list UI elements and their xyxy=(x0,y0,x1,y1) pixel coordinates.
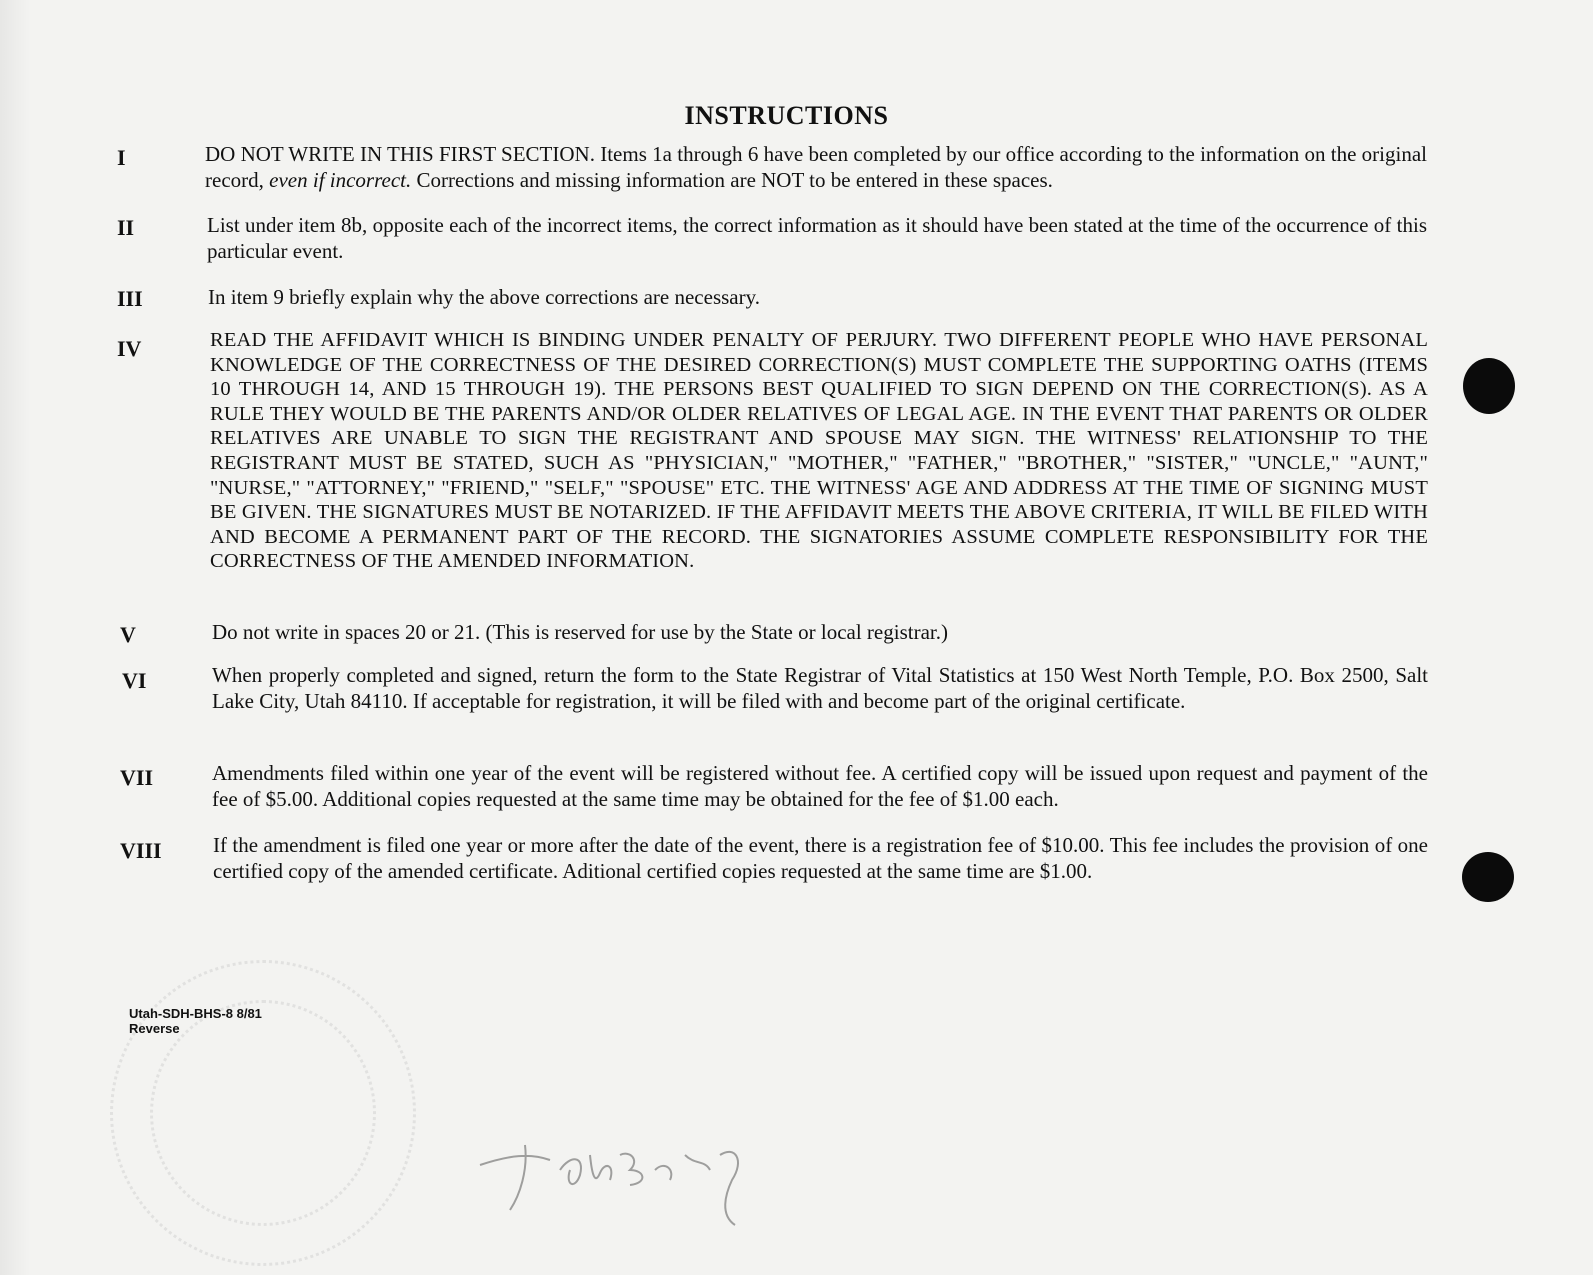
item-text: List under item 8b, opposite each of the incorrect items, the correct information as it should have been stated at the time of the occurrence of this particular event. xyxy=(207,213,1427,263)
item-text: In item 9 briefly explain why the above corrections are necessary. xyxy=(208,285,760,309)
item-numeral: III xyxy=(117,286,143,311)
bleed-through-marks xyxy=(375,55,384,93)
item-text: If the amendment is filed one year or more after the date of the event, there is a registration fee of $10.00. This fee includes the provision of one certified copy of the amended certificate. Aditional certified copies requested at the same time are $1.00. xyxy=(213,833,1428,883)
punch-hole-top xyxy=(1463,358,1515,414)
item-text: READ THE AFFIDAVIT WHICH IS BINDING UNDER PENALTY OF PERJURY. TWO DIFFERENT PEOPLE WHO HAVE PERSONAL KNOWLEDGE OF THE CORRECTNESS OF THE DESIRED CORRECTION(S) MUST COMPLETE THE SUPPORTING OATHS (ITEMS 10 THROUGH 14, AND 15 THROUGH 19). THE PERSONS BEST QUALIFIED TO SIGN DEPEND ON THE CORRECTION(S). AS A RULE THEY WOULD BE THE PARENTS AND/OR OLDER RELATIVES OF LEGAL AGE. IN THE EVENT THAT PARENTS OR OLDER RELATIVES ARE UNABLE TO SIGN THE REGISTRANT AND SPOUSE MAY SIGN. THE WITNESS' RELATIONSHIP TO THE REGISTRANT MUST BE STATED, SUCH AS "PHYSICIAN," "MOTHER," "FATHER," "BROTHER," "SISTER," "UNCLE," "AUNT," "NURSE," "ATTORNEY," "FRIEND," "SELF," "SPOUSE" ETC. THE WITNESS' AGE AND ADDRESS AT THE TIME OF SIGNING MUST BE GIVEN. THE SIGNATURES MUST BE NOTARIZED. IF THE AFFIDAVIT MEETS THE ABOVE CRITERIA, IT WILL BE FILED WITH AND BECOME A PERMANENT PART OF THE RECORD. THE SIGNATORIES ASSUME COMPLETE RESPONSIBILITY FOR THE CORRECTNESS OF THE AMENDED INFORMATION. xyxy=(210,329,1428,573)
item-text-italic: even if incorrect. xyxy=(269,168,412,192)
item-text xyxy=(205,141,1427,193)
item-numeral: IV xyxy=(117,336,142,361)
form-number: Utah-SDH-BHS-8 8/81 xyxy=(129,1006,262,1021)
form-identifier xyxy=(129,1006,262,1036)
item-numeral: II xyxy=(117,215,135,240)
item-text-main: DO NOT WRITE IN THIS FIRST SECTION. Items 1a through 6 have been completed by our office according to the information on the original record, xyxy=(205,142,1427,192)
item-numeral: VII xyxy=(120,765,154,790)
item-numeral: VIII xyxy=(120,838,162,863)
handwritten-signature xyxy=(470,1125,770,1235)
item-text: When properly completed and signed, return the form to the State Registrar of Vital Statistics at 150 West North Temple, P.O. Box 2500, Salt Lake City, Utah 84110. If acceptable for registration, it will be filed with and become part of the original certificate. xyxy=(212,663,1428,713)
punch-hole-bottom xyxy=(1462,852,1514,902)
item-numeral: I xyxy=(117,145,126,170)
item-text: Amendments filed within one year of the event will be registered without fee. A certified copy will be issued upon request and payment of the fee of $5.00. Additional copies requested at the same time may be obtained for the fee of $1.00 each. xyxy=(212,761,1428,811)
item-numeral: VI xyxy=(122,668,147,693)
page-title: INSTRUCTIONS xyxy=(684,101,889,131)
form-side-label: Reverse xyxy=(129,1021,180,1036)
item-text-end: Corrections and missing information are NOT to be entered in these spaces. xyxy=(411,168,1053,192)
item-numeral: V xyxy=(120,622,136,647)
item-text: Do not write in spaces 20 or 21. (This is reserved for use by the State or local registrar.) xyxy=(212,620,948,644)
